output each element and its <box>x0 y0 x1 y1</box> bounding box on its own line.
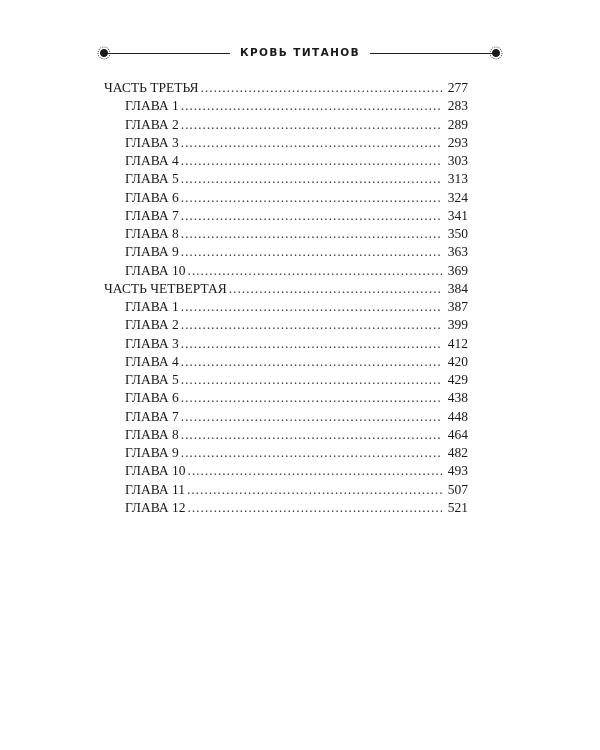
toc-leader-dots <box>181 389 442 407</box>
toc-leader-dots <box>181 97 442 115</box>
toc-entry-title: ГЛАВА 5 <box>125 372 179 387</box>
toc-chapter-entry <box>104 426 468 444</box>
toc-leader-dots <box>187 262 442 280</box>
toc-entry-title: ГЛАВА 2 <box>125 116 179 132</box>
toc-entry-title: ЧАСТЬ ЧЕТВЕРТАЯ <box>104 280 227 296</box>
toc-page-number: 387 <box>447 299 468 314</box>
toc-chapter-entry <box>104 262 468 280</box>
toc-entry-title: ГЛАВА 1 <box>125 299 179 314</box>
toc-leader-dots <box>181 316 442 334</box>
toc-page-number: 303 <box>447 153 468 168</box>
toc-entry-title: ГЛАВА 9 <box>125 445 179 460</box>
toc-entry-title: ГЛАВА 8 <box>125 426 179 442</box>
toc-page-number: 293 <box>447 134 468 150</box>
toc-chapter-entry <box>104 481 468 499</box>
toc-entry-title: ГЛАВА 11 <box>125 481 185 497</box>
toc-leader-dots <box>181 408 442 426</box>
toc-chapter-entry <box>104 298 468 316</box>
toc-page-number: 493 <box>447 463 468 479</box>
toc-page-number: 283 <box>447 98 468 114</box>
toc-leader-dots <box>187 499 442 517</box>
circle-ornament-icon <box>489 46 503 60</box>
toc-page-number: 384 <box>447 280 468 296</box>
toc-page-number: 277 <box>447 80 468 95</box>
toc-entry-title: ГЛАВА 10 <box>125 463 186 479</box>
toc-chapter-entry <box>104 207 468 225</box>
toc-entry-title: ГЛАВА 3 <box>125 134 179 150</box>
toc-page-number: 412 <box>447 335 468 351</box>
toc-entry-title: ГЛАВА 4 <box>125 353 179 369</box>
toc-page-number: 521 <box>447 499 468 515</box>
toc-chapter-entry <box>104 389 468 407</box>
table-of-contents <box>104 79 468 517</box>
toc-part-entry <box>104 280 468 298</box>
toc-page-number: 438 <box>447 390 468 406</box>
toc-leader-dots <box>201 79 442 97</box>
toc-entry-title: ГЛАВА 5 <box>125 171 179 187</box>
toc-chapter-entry <box>104 371 468 389</box>
toc-page-number: 399 <box>447 317 468 333</box>
toc-chapter-entry <box>104 97 468 115</box>
toc-page-number: 313 <box>447 171 468 187</box>
toc-page-number: 363 <box>447 244 468 260</box>
toc-chapter-entry <box>104 243 468 261</box>
toc-leader-dots <box>181 207 442 225</box>
toc-entry-title: ГЛАВА 7 <box>125 408 179 424</box>
toc-chapter-entry <box>104 462 468 480</box>
toc-chapter-entry <box>104 170 468 188</box>
book-title: КРОВЬ ТИТАНОВ <box>230 43 370 63</box>
toc-leader-dots <box>181 426 442 444</box>
toc-entry-title: ГЛАВА 12 <box>125 499 186 515</box>
toc-page-number: 448 <box>447 408 468 424</box>
toc-entry-title: ГЛАВА 2 <box>125 317 179 333</box>
toc-leader-dots <box>181 134 442 152</box>
toc-entry-title: ГЛАВА 4 <box>125 153 179 168</box>
toc-page-number: 350 <box>447 226 468 241</box>
toc-page-number: 482 <box>447 445 468 460</box>
toc-chapter-entry <box>104 152 468 170</box>
toc-page-number: 464 <box>447 426 468 442</box>
toc-entry-title: ГЛАВА 6 <box>125 390 179 406</box>
toc-leader-dots <box>181 152 442 170</box>
toc-chapter-entry <box>104 444 468 462</box>
toc-leader-dots <box>229 280 442 298</box>
toc-page-number: 324 <box>447 189 468 205</box>
toc-entry-title: ГЛАВА 1 <box>125 98 179 114</box>
toc-chapter-entry <box>104 408 468 426</box>
toc-chapter-entry <box>104 316 468 334</box>
toc-leader-dots <box>181 444 442 462</box>
toc-entry-title: ГЛАВА 7 <box>125 207 179 223</box>
toc-page-number: 341 <box>447 207 468 223</box>
toc-chapter-entry <box>104 189 468 207</box>
toc-page-number: 429 <box>447 372 468 387</box>
toc-leader-dots <box>181 371 442 389</box>
toc-leader-dots <box>187 481 442 499</box>
toc-entry-title: ГЛАВА 8 <box>125 226 179 241</box>
toc-leader-dots <box>181 243 442 261</box>
toc-leader-dots <box>181 335 442 353</box>
toc-leader-dots <box>181 170 442 188</box>
toc-leader-dots <box>181 225 442 243</box>
toc-page-number: 507 <box>447 481 468 497</box>
toc-part-entry <box>104 79 468 97</box>
circle-ornament-icon <box>97 46 111 60</box>
toc-entry-title: ГЛАВА 9 <box>125 244 179 260</box>
toc-chapter-entry <box>104 134 468 152</box>
toc-leader-dots <box>181 353 442 371</box>
toc-chapter-entry <box>104 353 468 371</box>
toc-chapter-entry <box>104 499 468 517</box>
toc-leader-dots <box>181 116 442 134</box>
toc-entry-title: ЧАСТЬ ТРЕТЬЯ <box>104 80 199 95</box>
toc-chapter-entry <box>104 225 468 243</box>
toc-entry-title: ГЛАВА 10 <box>125 262 186 278</box>
toc-leader-dots <box>181 298 442 316</box>
toc-entry-title: ГЛАВА 6 <box>125 189 179 205</box>
toc-page-number: 289 <box>447 116 468 132</box>
toc-chapter-entry <box>104 335 468 353</box>
running-header <box>104 43 496 63</box>
toc-leader-dots <box>181 189 442 207</box>
toc-chapter-entry <box>104 116 468 134</box>
toc-entry-title: ГЛАВА 3 <box>125 335 179 351</box>
toc-page-number: 369 <box>447 262 468 278</box>
toc-page-number: 420 <box>447 353 468 369</box>
toc-leader-dots <box>187 462 442 480</box>
